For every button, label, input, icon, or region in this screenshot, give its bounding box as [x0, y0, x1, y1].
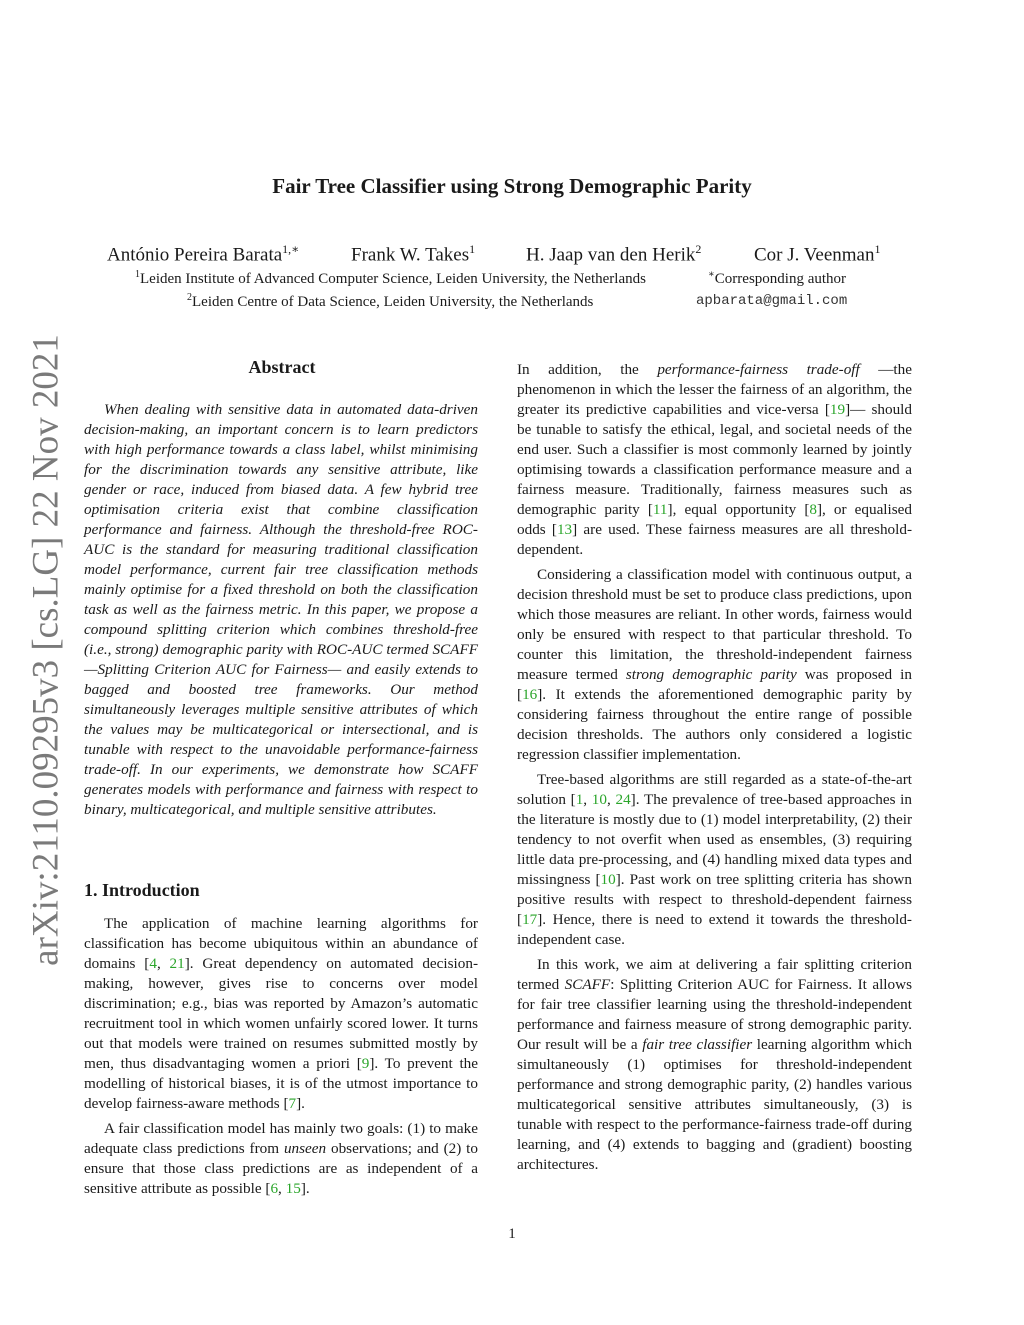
affiliation-superscript: 2	[187, 292, 192, 303]
affiliation-text: Leiden Centre of Data Science, Leiden University, the Netherlands	[192, 294, 594, 310]
author-name: Cor J. Veenman	[754, 244, 875, 266]
citation-link[interactable]: 7	[288, 1095, 297, 1112]
right-paragraph-2: Considering a classification model with continuous output, a decision threshold must be set to produce class predictions, upon which those measures are reliant. In other words, fairness would only be ensured with respect to that particular threshold. To counter this limitation, the threshold-independent fairness measure termed strong demographic parity was proposed in [16]. It extends the aforementioned demographic parity by considering fairness throughout the entire range of possible decision thresholds. The authors only considered a logistic regression classifier implementation.	[517, 566, 912, 763]
citation-link[interactable]: 15	[285, 1180, 301, 1197]
author-2	[351, 242, 475, 266]
corresponding-note	[708, 269, 846, 288]
right-column-body	[517, 360, 912, 1175]
author-4	[754, 242, 881, 266]
author-superscript: 1	[469, 242, 476, 256]
citation-link[interactable]: 4	[149, 955, 157, 972]
citation-link[interactable]: 13	[556, 521, 573, 538]
page-number: 1	[508, 1226, 516, 1242]
author-name: António Pereira Barata	[107, 244, 283, 266]
author-name: Frank W. Takes	[351, 244, 470, 266]
author-superscript: 1	[874, 242, 881, 256]
right-paragraph-3: Tree-based algorithms are still regarded as a state-of-the-art solution [1, 10, 24]. The prevalence of tree-based approaches in the literature is mostly due to (1) model interpretability, (2) their tendency to not overfit when used as ensembles, (3) requiring little data pre-processing, and (4) handling mixed data types and missingness [10]. Past work on tree splitting criteria has shown positive results with respect to threshold-dependent fairness [17]. Hence, there is need to extend it towards the threshold-independent case.	[517, 771, 912, 948]
affiliation-2	[187, 292, 593, 311]
paper-title: Fair Tree Classifier using Strong Demographic Parity	[272, 174, 752, 198]
abstract-body	[84, 400, 478, 820]
author-1	[107, 242, 299, 266]
citation-link[interactable]: 17	[522, 911, 538, 928]
right-paragraph-1: In addition, the performance-fairness trade-off —the phenomenon in which the lesser the fairness of an algorithm, the greater its predictive capabilities and vice-versa [19]— should be tunable to satisfy the ethical, legal, and societal needs of the end user. Such a classifier is most commonly learned by jointly optimising towards a classification performance measure and a fairness measure. Traditionally, fairness measures such as demographic parity [11], equal opportunity [8], or equalised odds [13] are used. These fairness measures are all threshold-dependent.	[517, 361, 912, 558]
arxiv-stamp: arXiv:2110.09295v3 [cs.LG] 22 Nov 2021	[25, 334, 67, 966]
affiliation-superscript: 1	[135, 269, 140, 280]
citation-link[interactable]: 21	[169, 955, 185, 972]
author-name: H. Jaap van den Herik	[526, 244, 696, 266]
citation-link[interactable]: 6	[270, 1180, 279, 1197]
abstract-heading: Abstract	[248, 357, 316, 377]
right-paragraph-4: In this work, we aim at delivering a fair splitting criterion termed SCAFF: Splitting Criterion AUC for Fairness. It allows for fair tree classifier learning using the threshold-independent performance and fairness measure of strong demographic parity. Our result will be a fair tree classifier learning algorithm which simultaneously (1) optimises for threshold-independent performance and strong demographic parity, (2) handles various multicategorical sensitive attributes simultaneously, (3) is tunable with respect to the performance-fairness trade-off during learning, and (4) extends to bagging and (gradient) boosting architectures.	[517, 956, 912, 1173]
affiliation-text: Leiden Institute of Advanced Computer Science, Leiden University, the Netherlands	[140, 271, 646, 287]
intro-paragraph-1: The application of machine learning algorithms for classification has become ubiquitous within an abundance of domains [4, 21]. Great dependency on automated decision-making, however, gives rise to concerns over model discrimination; e.g., bias was reported by Amazon’s automatic recruitment tool in which women unfairly scored lower. It turns out that models were trained on resumes submitted mostly by men, thus disadvantaging women a priori [9]. To prevent the modelling of historical biases, it is of the utmost importance to develop fairness-aware methods [7].	[84, 915, 478, 1112]
citation-link[interactable]: 16	[522, 686, 538, 703]
abstract-text: When dealing with sensitive data in automated data-driven decision-making, an important concern is to learn predictors with high performance towards a class label, whilst minimising for the discrimination towards any sensitive attribute, like gender or race, induced from biased data. A few hybrid tree optimisation criteria exist that combine classification performance and fairness. Although the threshold-free ROC-AUC is the standard for measuring traditional classification model performance, current fair tree classification methods mainly optimise for a fixed threshold on both the classification task as well as the fairness metric. In this paper, we propose a compound splitting criterion which combines threshold-free (i.e., strong) demographic parity with ROC-AUC termed SCAFF —Splitting Criterion AUC for Fairness— and easily extends to bagged and boosted tree frameworks. Our method simultaneously leverages multiple sensitive attributes of which the values may be multicategorical or intersectional, and is tunable with respect to the unavoidable performance-fairness trade-off. In our experiments, we demonstrate how SCAFF generates models with performance and fairness with respect to binary, multicategorical, and multiple sensitive attributes.	[84, 401, 478, 818]
affiliation-1	[135, 269, 646, 288]
author-3	[526, 242, 701, 266]
citation-link[interactable]: 10	[600, 871, 616, 888]
citation-link[interactable]: 9	[361, 1055, 370, 1072]
citation-link[interactable]: 10	[591, 791, 607, 808]
citation-link[interactable]: 1	[575, 791, 584, 808]
corresponding-superscript: ∗	[708, 269, 715, 280]
author-superscript: 2	[695, 242, 702, 256]
citation-link[interactable]: 19	[829, 401, 846, 418]
author-superscript: 1,∗	[282, 242, 300, 256]
left-column-body	[84, 914, 478, 1199]
section-heading-introduction: 1. Introduction	[84, 880, 200, 900]
citation-link[interactable]: 8	[809, 501, 817, 518]
corresponding-text: Corresponding author	[714, 271, 847, 287]
author-email[interactable]: apbarata@gmail.com	[696, 293, 848, 309]
citation-link[interactable]: 24	[615, 791, 631, 808]
citation-link[interactable]: 11	[652, 501, 668, 518]
intro-paragraph-2: A fair classification model has mainly two goals: (1) to make adequate class predictions from unseen observations; and (2) to ensure that those class predictions are as independent of a sensitive attribute as possible [6, 15].	[84, 1120, 478, 1197]
